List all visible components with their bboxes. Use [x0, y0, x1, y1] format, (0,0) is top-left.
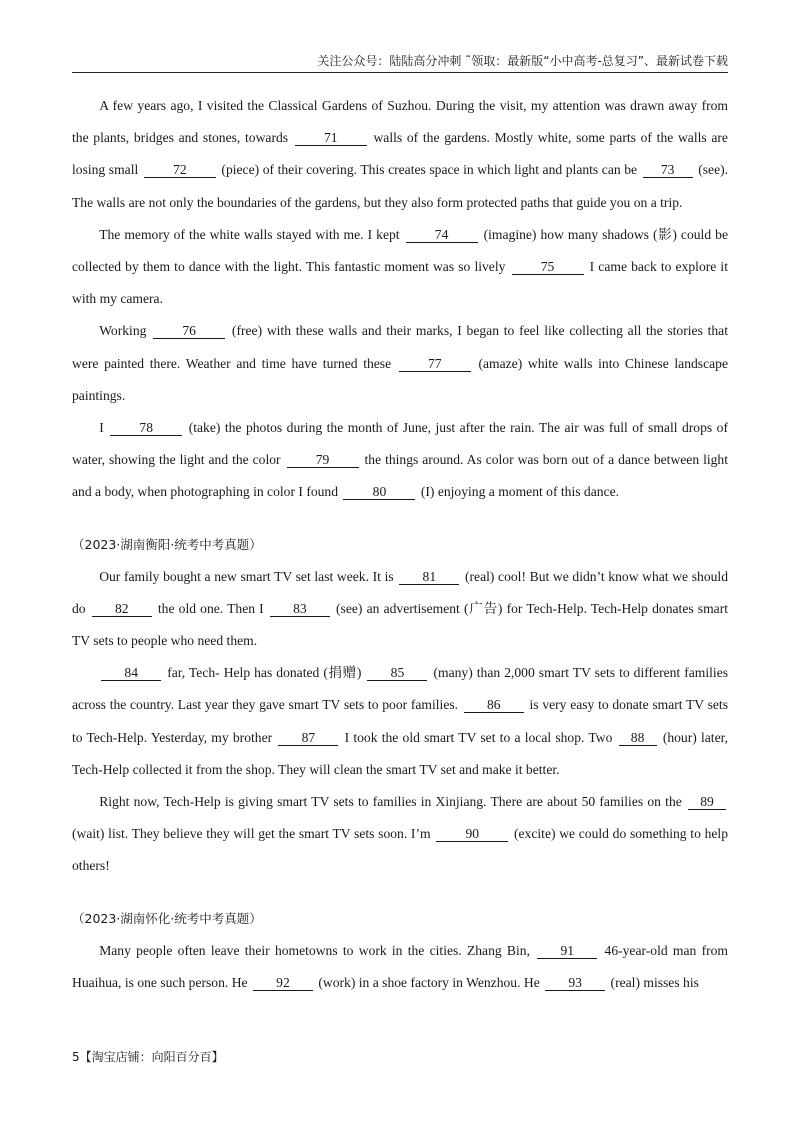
spacer	[72, 509, 728, 529]
blank-88: 88	[619, 731, 657, 746]
text: (see) an advertisement (广告) for Tech-Help. Tech-Help donates smart TV sets to people who need them.	[72, 600, 728, 649]
text: the things around. As color was born out of a dance between light and a body, when photographing in color I found	[72, 452, 729, 500]
blank-83: 83	[270, 602, 330, 617]
blank-92: 92	[253, 976, 313, 991]
blank-85: 85	[367, 666, 427, 681]
passage2-paragraph-1	[72, 561, 728, 658]
passage2-paragraph-3	[72, 786, 728, 883]
blank-75: 75	[512, 260, 584, 275]
blank-74: 74	[406, 228, 478, 243]
blank-76: 76	[153, 324, 225, 339]
text: (piece) of their covering. This creates space in which light and plants can be	[221, 162, 638, 178]
blank-89: 89	[688, 795, 726, 810]
passage1-paragraph-3	[72, 315, 728, 412]
text: Right now, Tech-Help is giving smart TV sets to families in Xinjiang. There are about 50 families on the	[99, 794, 682, 810]
page-footer	[72, 1048, 224, 1065]
blank-86: 86	[464, 698, 524, 713]
spacer	[72, 883, 728, 903]
blank-84: 84	[101, 666, 161, 681]
text: (work) in a shoe factory in Wenzhou. He	[318, 974, 540, 990]
document-body	[72, 90, 728, 999]
passage1-paragraph-4	[72, 412, 728, 509]
text: (real) misses his	[610, 974, 699, 990]
header-text: 关注公众号：陆陆高分冲刺 ˜领取：最新版“小中高考-总复习”、最新试卷下载	[317, 54, 728, 68]
text: (free) with these walls and their marks, I began to feel like collecting all the stories that were painted there. Weather and time have turned these	[72, 323, 728, 371]
blank-91: 91	[537, 944, 597, 959]
blank-82: 82	[92, 602, 152, 617]
text: far, Tech- Help has donated (捐赠)	[167, 665, 362, 681]
text: Our family bought a new smart TV set last week. It is	[99, 568, 394, 584]
text: Many people often leave their hometowns to work in the cities. Zhang Bin,	[99, 942, 530, 958]
blank-87: 87	[278, 731, 338, 746]
page-number: 5	[72, 1050, 80, 1064]
text: (hour) later, Tech-Help collected it from the shop. They will clean the smart TV set and make it better.	[72, 729, 728, 777]
text: I	[99, 420, 104, 436]
text: (see). The walls are not only the boundaries of the gardens, but they also form protected paths that guide you on a trip.	[72, 162, 729, 210]
blank-77: 77	[399, 357, 471, 372]
blank-79: 79	[287, 453, 359, 468]
blank-81: 81	[399, 570, 459, 585]
text: I came back to explore it with my camera.	[72, 259, 728, 307]
source-label-huaihua: （2023·湖南怀化·统考中考真题）	[72, 910, 262, 926]
text: (imagine) how many shadows (影) could be collected by them to dance with the light. This fantastic moment was so lively	[72, 226, 728, 275]
text: The memory of the white walls stayed with me. I kept	[99, 226, 400, 242]
text: the old one. Then I	[157, 600, 264, 616]
text: (many) than 2,000 smart TV sets to different families across the country. Last year they gave smart TV sets to poor families.	[72, 665, 729, 713]
passage2-paragraph-2	[72, 657, 728, 786]
blank-80: 80	[343, 485, 415, 500]
source-label-hengyang: （2023·湖南衡阳·统考中考真题）	[72, 536, 262, 552]
blank-72: 72	[144, 163, 216, 178]
text: (amaze) white walls into Chinese landscape paintings.	[72, 355, 728, 403]
blank-93: 93	[545, 976, 605, 991]
passage1-paragraph-2	[72, 219, 728, 316]
text: Working	[99, 323, 147, 339]
text: is very easy to donate smart TV sets to Tech-Help. Yesterday, my brother	[72, 697, 728, 745]
passage3-paragraph-1	[72, 935, 728, 999]
text: (I) enjoying a moment of this dance.	[420, 484, 620, 500]
text: (take) the photos during the month of June, just after the rain. The air was full of small drops of water, showing the light and the color	[72, 420, 728, 468]
text: 46-year-old man from Huaihua, is one such person. He	[72, 942, 728, 990]
blank-78: 78	[110, 421, 182, 436]
text: I took the old smart TV set to a local shop. Two	[344, 729, 613, 745]
blank-71: 71	[295, 131, 367, 146]
text: (real) cool! But we didn’t know what we should do	[72, 568, 728, 616]
text: (excite) we could do something to help others!	[72, 826, 728, 874]
text: (wait) list. They believe they will get the smart TV sets soon. I’m	[72, 826, 431, 842]
blank-90: 90	[436, 827, 508, 842]
passage1-paragraph-1	[72, 90, 728, 219]
footer-store-text: 【淘宝店铺：向阳百分百】	[79, 1050, 224, 1064]
page-header	[72, 52, 728, 73]
blank-73: 73	[643, 163, 693, 178]
text: A few years ago, I visited the Classical Gardens of Suzhou. During the visit, my attention was drawn away from the plants, bridges and stones, towards	[72, 98, 728, 146]
text: walls of the gardens. Mostly white, some parts of the walls are losing small	[72, 130, 728, 178]
